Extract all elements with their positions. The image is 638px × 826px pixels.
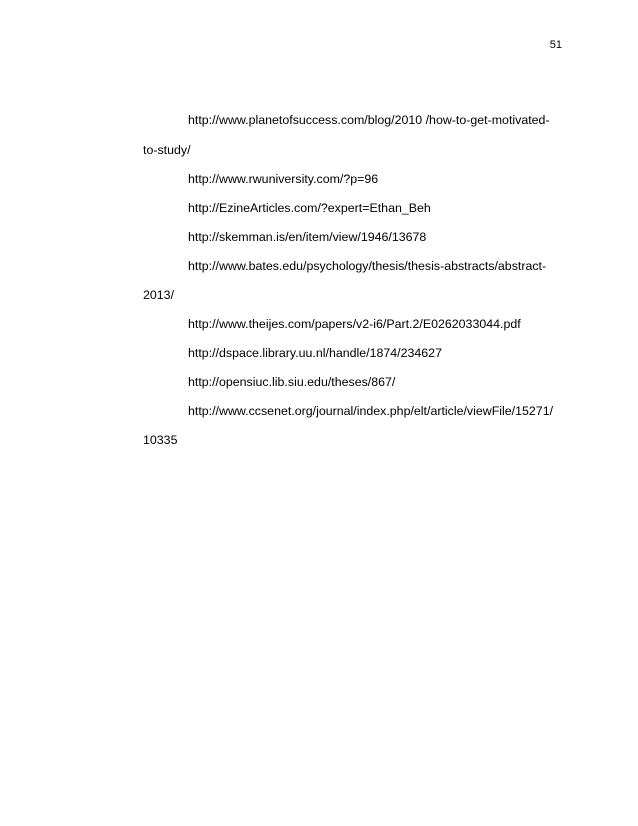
reference-line-continuation: to-study/: [143, 143, 191, 157]
reference-line: http://www.planetofsuccess.com/blog/2010 /how-to-get-motivated-: [188, 113, 550, 127]
reference-line: http://dspace.library.uu.nl/handle/1874/234627: [188, 346, 442, 360]
reference-line: http://www.rwuniversity.com/?p=96: [188, 172, 379, 186]
reference-line-continuation: 2013/: [143, 288, 175, 302]
reference-line: http://www.ccsenet.org/journal/index.php/elt/article/viewFile/15271/: [188, 404, 554, 418]
reference-line: http://EzineArticles.com/?expert=Ethan_Beh: [188, 201, 431, 215]
reference-line: http://skemman.is/en/item/view/1946/13678: [188, 230, 427, 244]
reference-line: http://opensiuc.lib.siu.edu/theses/867/: [188, 375, 396, 389]
reference-line: http://www.theijes.com/papers/v2-i6/Part.2/E0262033044.pdf: [188, 317, 521, 331]
page-number: 51: [549, 39, 562, 51]
reference-line-continuation: 10335: [143, 433, 178, 447]
reference-line: http://www.bates.edu/psychology/thesis/thesis-abstracts/abstract-: [188, 259, 547, 273]
